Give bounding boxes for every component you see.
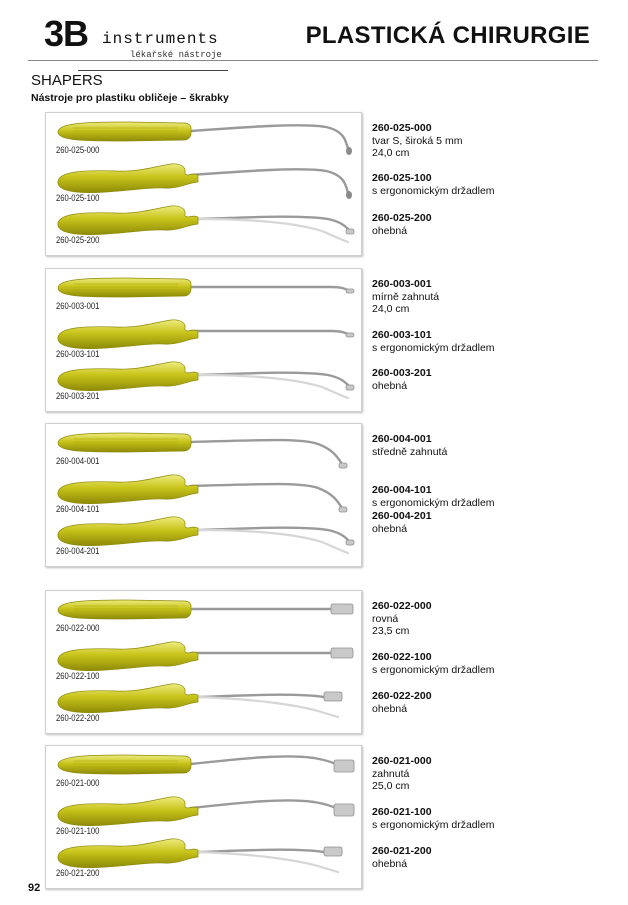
brand-subtitle: lékařské nástroje xyxy=(130,50,222,60)
steel-shaft xyxy=(191,756,338,765)
product-code: 260-003-001 xyxy=(372,278,432,290)
section-title: SHAPERS xyxy=(31,72,103,89)
photo-code-label: 260-021-200 xyxy=(56,868,100,878)
product-code: 260-025-000 xyxy=(372,122,432,134)
photo-code-label: 260-022-000 xyxy=(56,623,100,633)
product-detail-line: rovná xyxy=(372,612,399,625)
product-detail-line: ohebná xyxy=(372,702,408,715)
steel-shaft xyxy=(191,484,342,508)
product-description xyxy=(372,690,612,715)
blade-tip xyxy=(324,692,342,701)
brand-logo xyxy=(44,14,234,62)
photo-code-label: 260-021-100 xyxy=(56,826,100,836)
photo-code-label: 260-025-200 xyxy=(56,235,100,245)
photo-code-label: 260-021-000 xyxy=(56,778,100,788)
flex-shaft-shadow xyxy=(198,697,338,717)
gold-handle xyxy=(58,797,198,826)
product-detail-line: mírně zahnutá xyxy=(372,290,440,303)
gold-handle xyxy=(58,475,198,504)
gold-handle xyxy=(58,122,191,141)
instrument-photo xyxy=(46,597,361,637)
photo-code-label: 260-003-001 xyxy=(56,301,100,311)
gold-handle xyxy=(58,755,191,774)
instrument-photo xyxy=(46,319,361,359)
product-description xyxy=(372,651,612,676)
product-detail-line: ohebná xyxy=(372,857,408,870)
gold-handle xyxy=(58,642,198,671)
steel-shaft xyxy=(191,287,350,291)
page-title: PLASTICKÁ CHIRURGIE xyxy=(305,22,590,49)
blade-tip xyxy=(339,507,347,512)
photo-code-label: 260-004-201 xyxy=(56,546,100,556)
photo-code-label: 260-003-201 xyxy=(56,391,100,401)
blade-tip xyxy=(346,385,354,390)
gold-handle xyxy=(58,206,198,235)
product-description xyxy=(372,278,612,316)
product-detail-line: ohebná xyxy=(372,224,408,237)
product-code: 260-004-201 xyxy=(372,510,432,522)
steel-shaft xyxy=(191,800,338,809)
product-code: 260-021-100 xyxy=(372,806,432,818)
instrument-photo xyxy=(46,163,361,203)
gold-handle xyxy=(58,600,191,619)
photo-code-label: 260-022-100 xyxy=(56,671,100,681)
page-number: 92 xyxy=(28,882,41,894)
photo-code-label: 260-025-000 xyxy=(56,145,100,155)
product-code: 260-003-101 xyxy=(372,329,432,341)
photo-code-label: 260-004-001 xyxy=(56,456,100,466)
instrument-photo-panel xyxy=(45,423,362,567)
header-divider xyxy=(28,60,598,61)
instrument-photo xyxy=(46,641,361,681)
product-description xyxy=(372,600,612,638)
brand-mark: 3B xyxy=(44,13,89,54)
gold-handle xyxy=(58,517,198,546)
gold-handle xyxy=(58,164,198,193)
product-code: 260-004-101 xyxy=(372,484,432,496)
flex-shaft-shadow xyxy=(198,852,338,872)
instrument-photo xyxy=(46,361,361,401)
instrument-photo xyxy=(46,205,361,245)
gold-handle xyxy=(58,433,191,452)
product-detail-line: tvar S, široká 5 mm xyxy=(372,134,463,147)
steel-shaft xyxy=(198,850,324,852)
instrument-photo xyxy=(46,275,361,315)
product-description xyxy=(372,433,612,458)
product-code: 260-025-100 xyxy=(372,172,432,184)
product-description xyxy=(372,172,612,197)
instrument-photo xyxy=(46,474,361,514)
product-detail-line: s ergonomickým držadlem xyxy=(372,184,495,197)
product-code: 260-021-200 xyxy=(372,845,432,857)
instrument-photo-panel xyxy=(45,590,362,734)
instrument-photo-panel xyxy=(45,268,362,412)
product-detail-line: s ergonomickým držadlem xyxy=(372,496,495,509)
product-code: 260-025-200 xyxy=(372,212,432,224)
blade-tip xyxy=(346,333,354,337)
steel-shaft xyxy=(191,331,350,335)
product-description xyxy=(372,484,612,509)
product-description xyxy=(372,212,612,237)
product-description xyxy=(372,755,612,793)
product-detail-line: středně zahnutá xyxy=(372,445,448,458)
instrument-photo-panel xyxy=(45,112,362,256)
product-code: 260-003-201 xyxy=(372,367,432,379)
instrument-photo xyxy=(46,796,361,836)
gold-handle xyxy=(58,362,198,391)
instrument-photo xyxy=(46,516,361,556)
product-detail-line: s ergonomickým držadlem xyxy=(372,663,495,676)
blade-tip xyxy=(331,648,353,658)
blade-tip xyxy=(346,289,354,293)
blade-tip xyxy=(331,604,353,614)
steel-shaft xyxy=(198,695,324,697)
blade-tip xyxy=(339,463,347,468)
instrument-photo xyxy=(46,119,361,159)
product-detail-line: zahnutá xyxy=(372,767,410,780)
brand-rule xyxy=(78,70,228,71)
instrument-photo xyxy=(46,683,361,723)
blade-tip xyxy=(346,147,352,155)
blade-tip xyxy=(334,804,354,816)
photo-code-label: 260-022-200 xyxy=(56,713,100,723)
product-detail-line: s ergonomickým držadlem xyxy=(372,341,495,354)
blade-tip xyxy=(324,847,342,856)
gold-handle xyxy=(58,839,198,868)
product-detail-line: 24,0 cm xyxy=(372,303,410,315)
product-detail-line: ohebná xyxy=(372,522,408,535)
product-code: 260-004-001 xyxy=(372,433,432,445)
product-detail-line: s ergonomickým držadlem xyxy=(372,818,495,831)
flex-shaft-shadow xyxy=(198,219,348,242)
flex-shaft-shadow xyxy=(198,375,348,398)
gold-handle xyxy=(58,320,198,349)
blade-tip xyxy=(346,191,352,199)
instrument-photo xyxy=(46,838,361,878)
blade-tip xyxy=(334,760,354,772)
gold-handle xyxy=(58,684,198,713)
instrument-photo xyxy=(46,430,361,470)
product-description xyxy=(372,122,612,160)
product-detail-line: 23,5 cm xyxy=(372,625,410,637)
product-code: 260-022-200 xyxy=(372,690,432,702)
product-code: 260-021-000 xyxy=(372,755,432,767)
product-description xyxy=(372,845,612,870)
photo-code-label: 260-003-101 xyxy=(56,349,100,359)
product-description xyxy=(372,510,612,535)
product-code: 260-022-000 xyxy=(372,600,432,612)
steel-shaft xyxy=(191,169,348,193)
instrument-photo xyxy=(46,752,361,792)
blade-tip xyxy=(346,229,354,234)
photo-code-label: 260-004-101 xyxy=(56,504,100,514)
blade-tip xyxy=(346,540,354,545)
product-code: 260-022-100 xyxy=(372,651,432,663)
brand-word: instruments xyxy=(102,30,219,48)
product-detail-line: 24,0 cm xyxy=(372,147,410,159)
section-subtitle: Nástroje pro plastiku obličeje – škrabky xyxy=(31,92,229,104)
flex-shaft-shadow xyxy=(198,530,348,553)
product-description xyxy=(372,806,612,831)
product-detail-line: 25,0 cm xyxy=(372,780,410,792)
steel-shaft xyxy=(191,440,342,464)
steel-shaft xyxy=(191,125,348,149)
product-description xyxy=(372,329,612,354)
instrument-photo-panel xyxy=(45,745,362,889)
product-detail-line: ohebná xyxy=(372,379,408,392)
product-description xyxy=(372,367,612,392)
photo-code-label: 260-025-100 xyxy=(56,193,100,203)
gold-handle xyxy=(58,278,191,297)
